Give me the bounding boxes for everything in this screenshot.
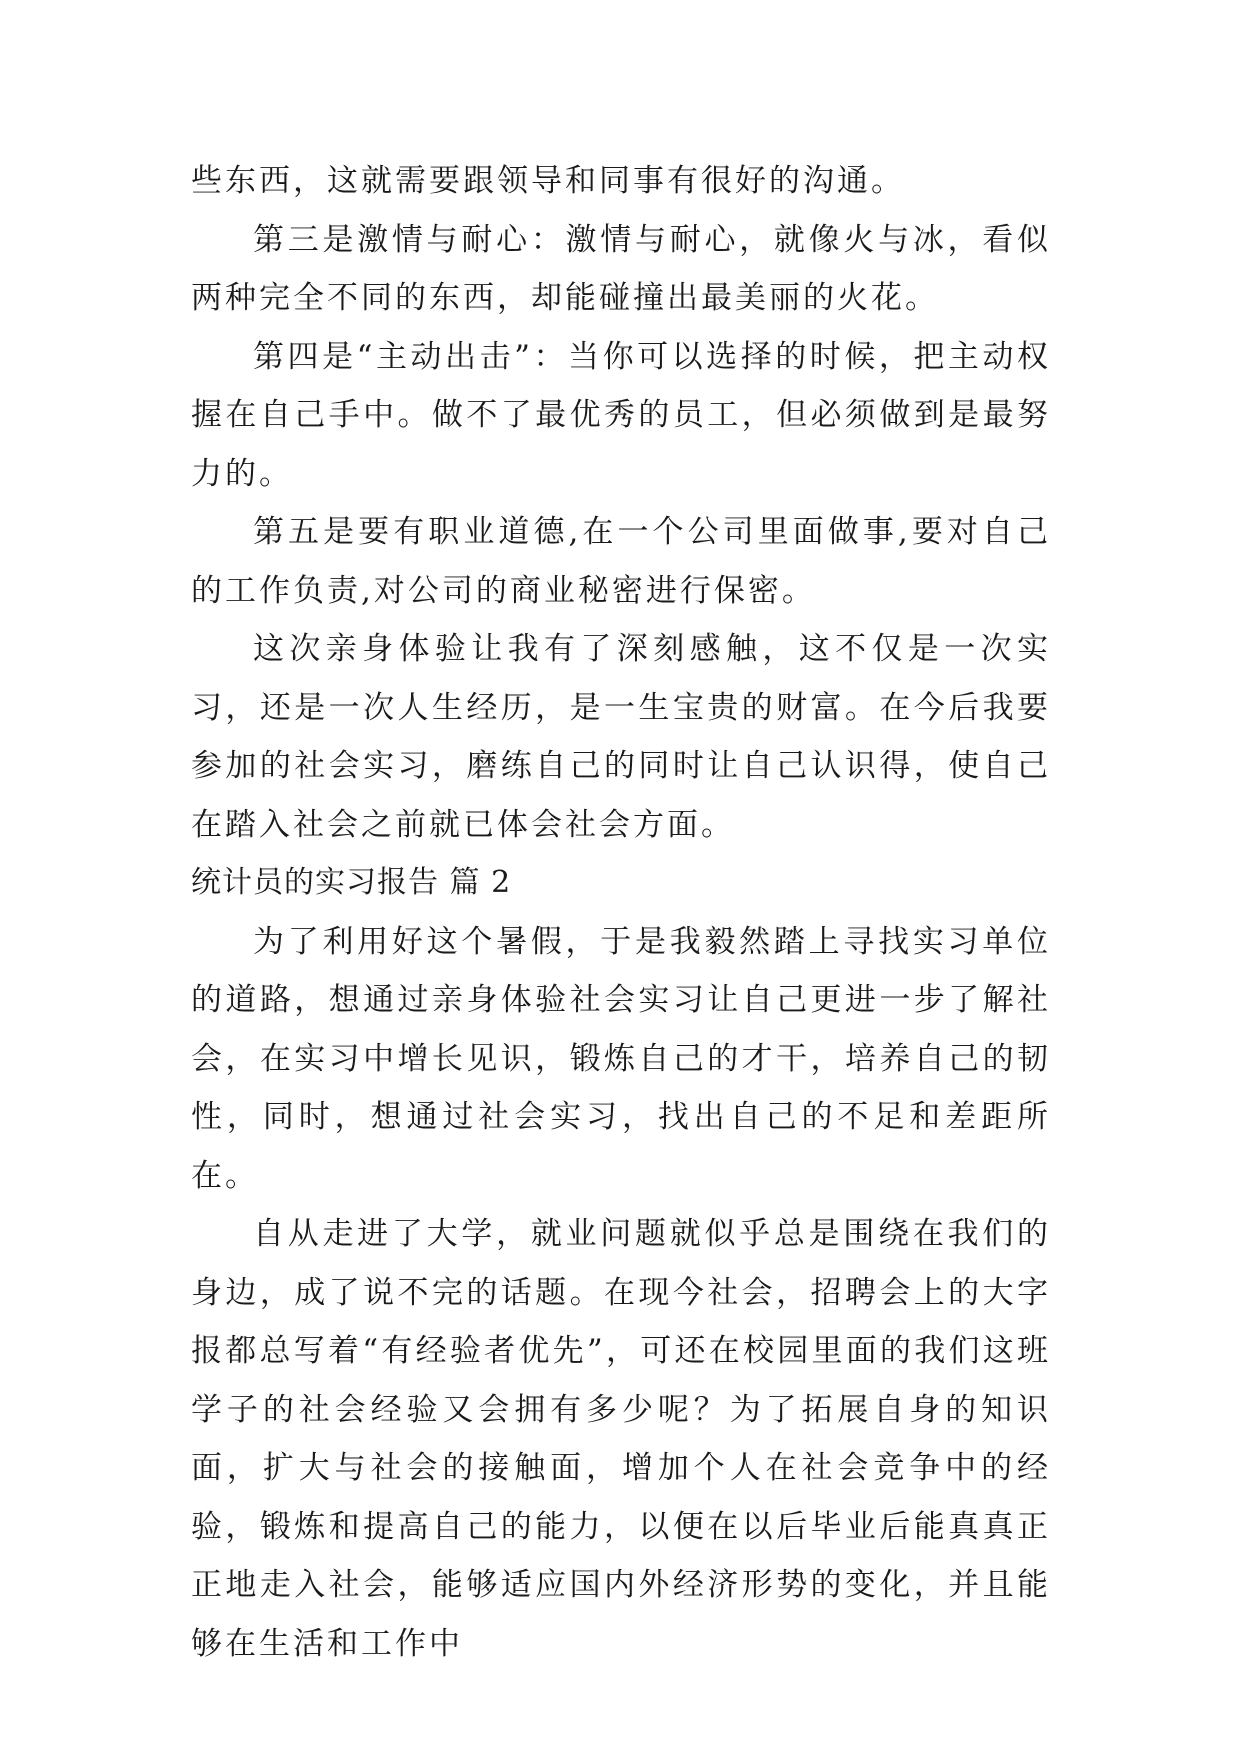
paragraph-summer-internship: 为了利用好这个暑假，于是我毅然踏上寻找实习单位的道路，想通过亲身体验社会实习让自己更进一步了解社会，在实习中增长见识，锻炼自己的才干，培养自己的韧性，同时，想通过社会实习，找出自己的不足和差距所在。: [191, 923, 1051, 1194]
paragraph-continuation: 些东西，这就需要跟领导和同事有很好的沟通。: [191, 163, 905, 199]
document-body: [191, 152, 1051, 1673]
paragraph-experience-reflection: 这次亲身体验让我有了深刻感触，这不仅是一次实习，还是一次人生经历，是一生宝贵的财富。在今后我要参加的社会实习，磨练自己的同时让自己认识得，使自己在踏入社会之前就已体会社会方面。: [191, 631, 1051, 843]
paragraph-employment: 自从走进了大学，就业问题就似乎总是围绕在我们的身边，成了说不完的话题。在现今社会，招聘会上的大字报都总写着“有经验者优先”，可还在校园里面的我们这班学子的社会经验又会拥有多少呢？为了拓展自身的知识面，扩大与社会的接触面，增加个人在社会竞争中的经验，锻炼和提高自己的能力，以便在以后毕业后能真真正正地走入社会，能够适应国内外经济形势的变化，并且能够在生活和工作中: [191, 1216, 1051, 1662]
paragraph-passion-patience: 第三是激情与耐心：激情与耐心，就像火与冰，看似两种完全不同的东西，却能碰撞出最美丽的火花。: [191, 221, 1051, 316]
section-heading: 统计员的实习报告 篇 2: [191, 865, 512, 900]
paragraph-initiative: 第四是“主动出击”：当你可以选择的时候，把主动权握在自己手中。做不了最优秀的员工，但必须做到是最努力的。: [191, 338, 1051, 492]
paragraph-professional-ethics: 第五是要有职业道德,在一个公司里面做事,要对自己的工作负责,对公司的商业秘密进行保密。: [191, 514, 1051, 609]
